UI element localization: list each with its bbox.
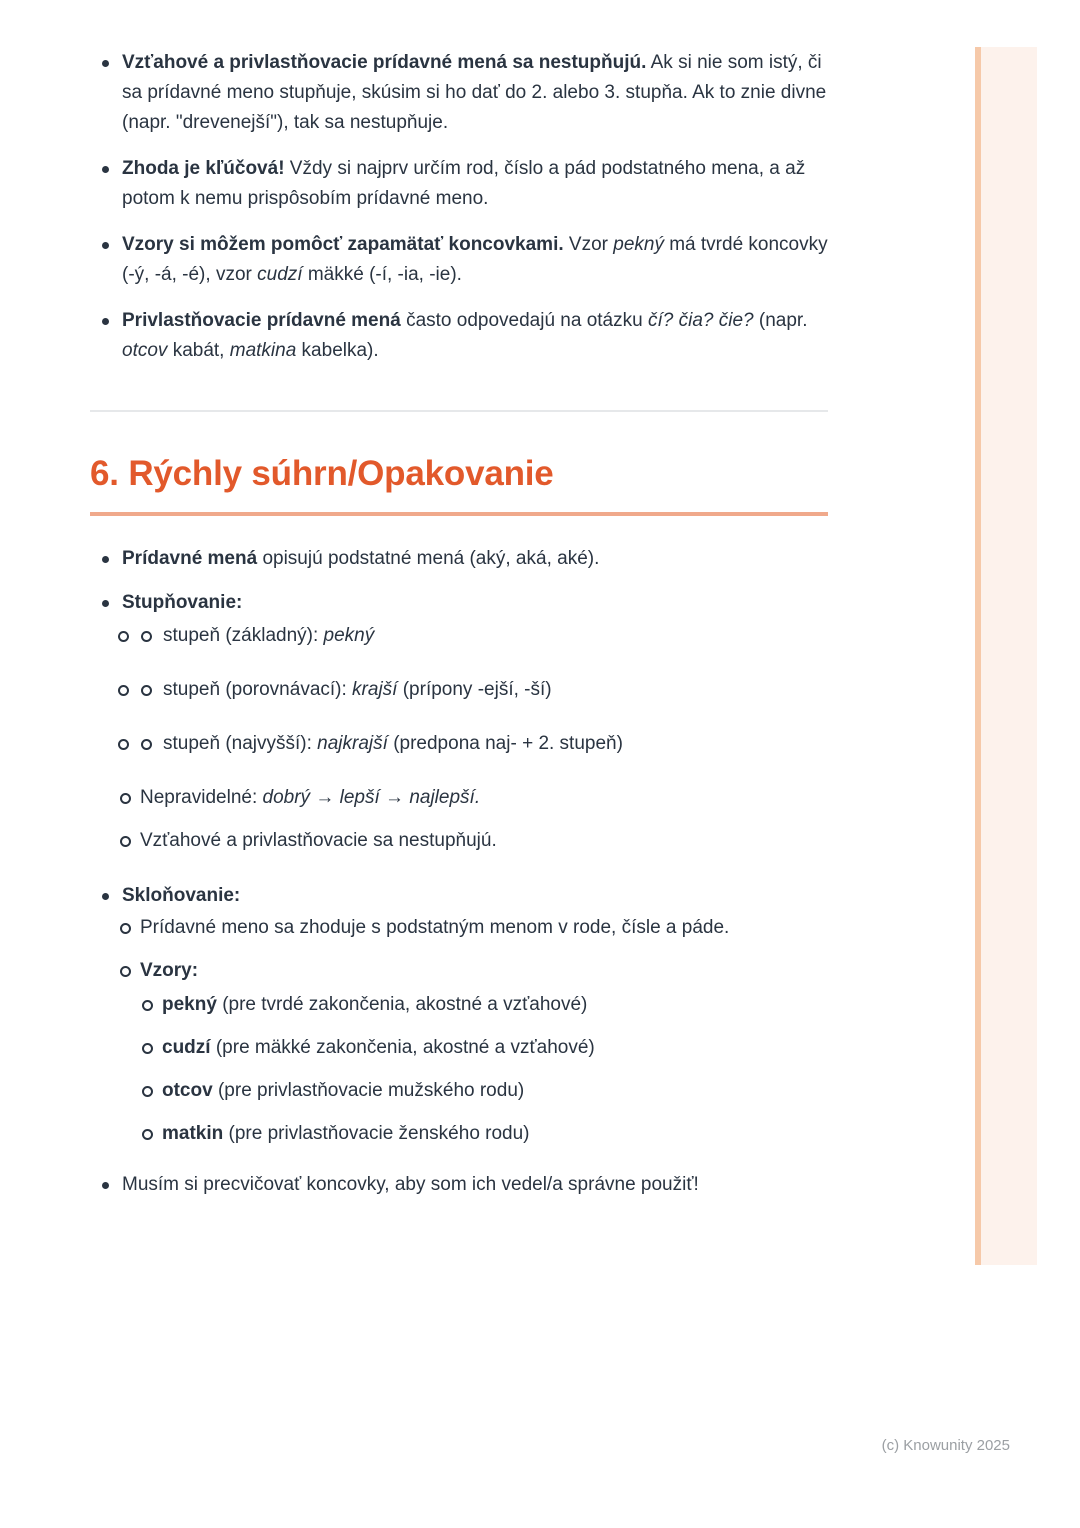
list-item-text: stupeň (najvyšší): najkrajší (predpona naj- + 2. stupeň) bbox=[163, 733, 623, 754]
list-item-text: Zhoda je kľúčová! Vždy si najprv určím rod, číslo a pád podstatného mena, a až potom k nemu prispôsobím prídavné meno. bbox=[122, 158, 806, 209]
bullet-dot-icon bbox=[102, 893, 109, 900]
list-item bbox=[90, 588, 828, 618]
list-item-text: Vzory si môžem pomôcť zapamätať koncovkami. Vzor pekný má tvrdé koncovky (-ý, -á, -é), vzor cudzí mäkké (-í, -ia, -ie). bbox=[122, 234, 828, 285]
circle-bullet-icon bbox=[142, 1043, 153, 1054]
circle-bullet-icon bbox=[141, 739, 152, 750]
list-item-text: otcov (pre privlastňovacie mužského rodu) bbox=[162, 1080, 525, 1101]
circle-bullet-icon bbox=[120, 923, 131, 934]
list-item bbox=[90, 913, 828, 943]
list-item bbox=[90, 783, 828, 813]
list-item bbox=[90, 675, 828, 705]
list-item bbox=[90, 306, 828, 366]
circle-bullet-icon bbox=[141, 685, 152, 696]
circle-bullet-icon bbox=[142, 1086, 153, 1097]
page-edge-stripe bbox=[975, 47, 1037, 1265]
list-item bbox=[90, 544, 828, 574]
bullet-dot-icon bbox=[102, 318, 109, 325]
list-item-text: stupeň (porovnávací): krajší (prípony -ejší, -ší) bbox=[163, 679, 552, 700]
circle-bullet-icon bbox=[141, 631, 152, 642]
list-item bbox=[90, 990, 828, 1020]
list-item-text: Nepravidelné: dobrý → lepší → najlepší. bbox=[140, 787, 481, 808]
list-item bbox=[90, 729, 828, 759]
circle-bullet-icon bbox=[118, 685, 129, 696]
circle-bullet-icon bbox=[142, 1000, 153, 1011]
bullet-dot-icon bbox=[102, 60, 109, 67]
circle-bullet-icon bbox=[120, 966, 131, 977]
circle-bullet-icon bbox=[120, 793, 131, 804]
list-item bbox=[90, 48, 828, 138]
bullet-dot-icon bbox=[102, 166, 109, 173]
list-item-text: Prídavné meno sa zhoduje s podstatným menom v rode, čísle a páde. bbox=[140, 917, 730, 938]
list-item bbox=[90, 1119, 828, 1149]
list-item-text: Vzťahové a privlastňovacie sa nestupňujú. bbox=[140, 830, 497, 851]
list-item-text: matkin (pre privlastňovacie ženského rodu) bbox=[162, 1123, 530, 1144]
list-item bbox=[90, 826, 828, 856]
list-item-label: Skloňovanie: bbox=[122, 885, 241, 906]
list-item bbox=[90, 154, 828, 214]
bullet-dot-icon bbox=[102, 600, 109, 607]
list-item-text: Musím si precvičovať koncovky, aby som ich vedel/a správne použiť! bbox=[122, 1174, 699, 1195]
section-divider bbox=[90, 410, 828, 412]
list-item-text: Prídavné mená opisujú podstatné mená (aký, aká, aké). bbox=[122, 548, 600, 569]
footer-credit: (c) Knowunity 2025 bbox=[881, 1437, 1010, 1454]
list-item bbox=[90, 621, 828, 651]
list-item bbox=[90, 881, 828, 911]
list-item bbox=[90, 1033, 828, 1063]
bullet-dot-icon bbox=[102, 242, 109, 249]
circle-bullet-icon bbox=[142, 1129, 153, 1140]
circle-bullet-icon bbox=[118, 739, 129, 750]
list-item-text: Vzťahové a privlastňovacie prídavné mená sa nestupňujú. Ak si nie som istý, či sa prídavné meno stupňuje, skúsim si ho dať do 2. alebo 3. stupňa. Ak to znie divne (napr. "drevenejší"), tak sa nestupňuje. bbox=[122, 52, 827, 133]
list-item-text: stupeň (základný): pekný bbox=[163, 625, 375, 646]
list-item-label: Stupňovanie: bbox=[122, 592, 243, 613]
list-item bbox=[90, 956, 828, 986]
document-content bbox=[90, 48, 828, 1200]
list-item bbox=[90, 1076, 828, 1106]
list-item bbox=[90, 1170, 828, 1200]
list-item-text: pekný (pre tvrdé zakončenia, akostné a vzťahové) bbox=[162, 994, 588, 1015]
bullet-dot-icon bbox=[102, 556, 109, 563]
section-heading: 6. Rýchly súhrn/Opakovanie bbox=[90, 454, 554, 493]
list-item bbox=[90, 230, 828, 290]
circle-bullet-icon bbox=[120, 836, 131, 847]
circle-bullet-icon bbox=[118, 631, 129, 642]
list-item-text: Privlastňovacie prídavné mená často odpovedajú na otázku čí? čia? čie? (napr. otcov kabát, matkina kabelka). bbox=[122, 310, 808, 361]
bullet-dot-icon bbox=[102, 1182, 109, 1189]
list-item-text: cudzí (pre mäkké zakončenia, akostné a vzťahové) bbox=[162, 1037, 595, 1058]
heading-underline bbox=[90, 512, 828, 516]
list-item-label: Vzory: bbox=[140, 960, 199, 981]
